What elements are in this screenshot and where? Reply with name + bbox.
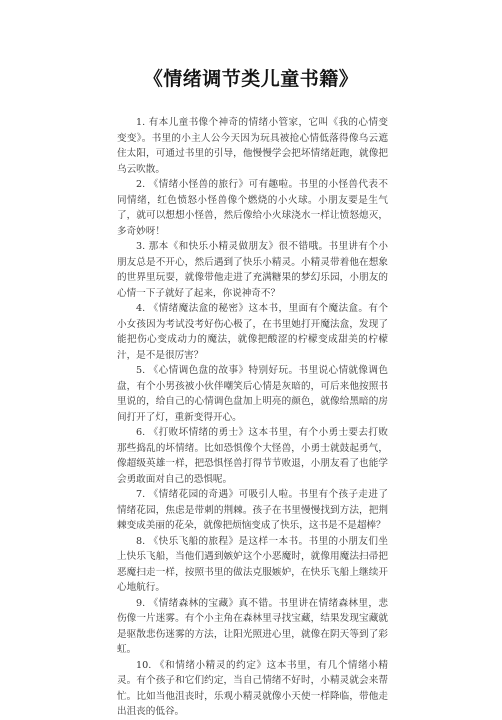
paragraph-10: 10. 《和情绪小精灵的约定》这本书里，有几个情绪小精灵。有个孩子和它们约定，当自己情绪不好时，小精灵就会来帮忙。比如当他沮丧时，乐观小精灵就像小天使一样降临，带他走出沮丧的低谷。 [117,659,388,717]
paragraph-1: 1. 有本儿童书像个神奇的情绪小管家，它叫《我的心情变变变》。书里的小主人公今天因为玩具被抢心情低落得像乌云遮住太阳，可通过书里的引导，他慢慢学会把坏情绪赶跑，就像把乌云吹散。 [117,117,388,175]
paragraph-7: 7. 《情绪花园的奇遇》可吸引人啦。书里有个孩子走进了情绪花园，焦虑是带刺的荆棘。孩子在书里慢慢找到方法，把荆棘变成美丽的花朵，就像把烦恼变成了快乐，这书是不是超棒？ [117,489,388,531]
page-title: 《情绪调节类儿童书籍》 [143,68,359,90]
paragraph-3: 3. 那本《和快乐小精灵做朋友》很不错哦。书里讲有个小朋友总是不开心，然后遇到了快乐小精灵。小精灵带着他在想象的世界里玩耍，就像带他走进了充满糖果的梦幻乐园，小朋友的心情一下子就好了起来，你说神奇不？ [117,241,388,299]
paragraph-2: 2. 《情绪小怪兽的旅行》可有趣啦。书里的小怪兽代表不同情绪，红色愤怒小怪兽像个燃烧的小火球。小朋友要是生气了，就可以想想小怪兽，然后像给小火球浇水一样让愤怒熄灭，多奇妙呀！ [117,179,388,237]
document-body [117,115,388,720]
paragraph-8: 8. 《快乐飞船的旅程》是这样一本书。书里的小朋友们坐上快乐飞船，当他们遇到嫉妒这个小恶魔时，就像用魔法扫帚把恶魔扫走一样，按照书里的做法克服嫉妒，在快乐飞船上继续开心地航行。 [117,535,388,593]
paragraph-4: 4. 《情绪魔法盒的秘密》这本书，里面有个魔法盒。有个小女孩因为考试没考好伤心极了，在书里她打开魔法盒，发现了能把伤心变成动力的魔法，就像把酸涩的柠檬变成甜美的柠檬汁，是不是很厉害？ [117,303,388,361]
paragraph-6: 6. 《打败坏情绪的勇士》这本书里，有个小勇士要去打败那些捣乱的坏情绪。比如恐惧像个大怪兽，小勇士就鼓起勇气，像超级英雄一样，把恐惧怪兽打得节节败退，小朋友看了也能学会勇敢面对自己的恐惧呢。 [117,427,388,485]
paragraph-5: 5. 《心情调色盘的故事》特别好玩。书里说心情就像调色盘，有个小男孩被小伙伴嘲笑后心情是灰暗的，可后来他按照书里说的，给自己的心情调色盘加上明亮的颜色，就像给黑暗的房间打开了灯，重新变得开心。 [117,365,388,423]
paragraph-9: 9. 《情绪森林的宝藏》真不错。书里讲在情绪森林里，悲伤像一片迷雾。有个小主角在森林里寻找宝藏，结果发现宝藏就是驱散悲伤迷雾的方法，让阳光照进心里，就像在阴天等到了彩虹。 [117,597,388,655]
